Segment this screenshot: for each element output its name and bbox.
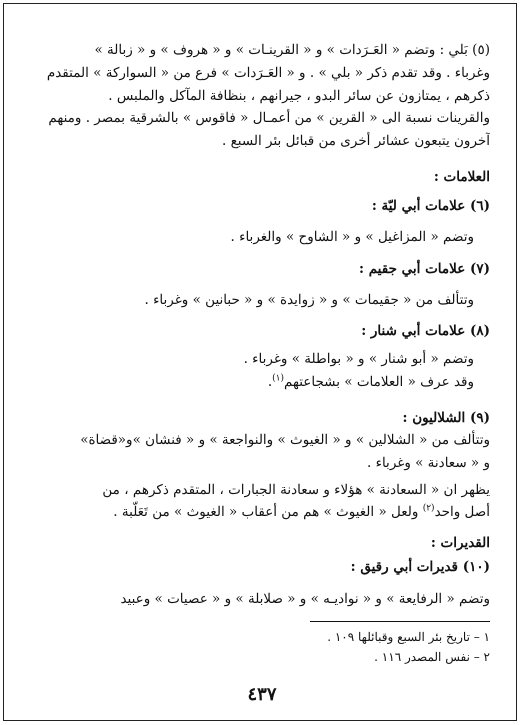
text-10: وتضم « الرفايعة » و « نواديـه » و « صلابلة » و « عصيات » وعبيد [120,591,490,607]
text-6: وتضم « المزاغيل » و « الشاوح » والغرباء . [230,229,474,245]
text-8b-end: . [267,374,273,390]
heading-7: (٧) علامات أبي جقيم : [359,261,490,277]
footnote-ref-1: (١) [272,373,285,384]
footnote-1: ١ – تاريخ بئر السبع وقبائلها ١٠٩ . [327,630,490,644]
text-line-3: ذكرهم ، يمتازون عن سائر البدو ، جيرانهم ، بنظافة المآكل والملبس . [108,88,490,104]
text-9b: و « سعادنة » وغرباء . [367,455,490,471]
text-9d-end: ولعل « الغيوث » هم من أعقاب « الغيوث » من تَعَلَّبة . [113,504,423,520]
text-8b [34,371,474,393]
page-frame [3,3,517,721]
heading-10: (١٠) قديرات أبي رقيق : [350,559,490,575]
text-7: وتتألف من « جقيمات » و « زوايدة » و « حبانين » وغرباء . [144,292,474,308]
section-heading-qadirat: القديرات : [430,535,490,551]
heading-8: (٨) علامات أبي شنار : [361,323,490,339]
text-line-2: وغرباء . وقد تقدم ذكر « بلي » . و « العَـرَدات » فرع من « السواركة » المتقدم [46,65,490,81]
heading-6: (٦) علامات أبي ليّة : [371,198,490,214]
heading-9: (٩) الشلاليون : [402,410,490,426]
page-content [34,4,490,720]
text-9a: وتتألف من « الشلالين » و « الغيوث » والنواجعة » و « فنشان »و«قضاة» [80,432,490,448]
section-heading-alamat: العلامات : [433,169,490,185]
text-9d-body: أصل واحد [434,504,490,520]
text-8b-body: وقد عرف « العلامات » بشجاعتهم [284,374,474,390]
text-8a: وتضم « أبو شنار » و « بواطلة » وغرباء . [243,351,474,367]
page-number: ٤٣٧ [247,684,277,705]
footnote-divider [310,621,490,622]
text-line-5: آخرون يتبعون عشائر أخرى من قبائل بئر السبع . [221,133,490,149]
text-9d [34,501,490,523]
text-line-4: والقرينات نسبة الى « القرين » من أعمـال « فاقوس » بالشرقية بمصر . ومنهم [48,110,490,126]
footnote-2: ٢ – نفس المصدر ١١٦ . [374,650,490,664]
text-line-1: (٥) بَلي : وتضم « العَـرَدات » و « القرينـات » و « هروف » و « زبالة » [94,42,490,58]
footnote-ref-2: (٢) [422,503,435,514]
text-9c: يظهر ان « السعادنة » هؤلاء و سعادنة الجبارات ، المتقدم ذكرهم ، من [102,482,490,498]
